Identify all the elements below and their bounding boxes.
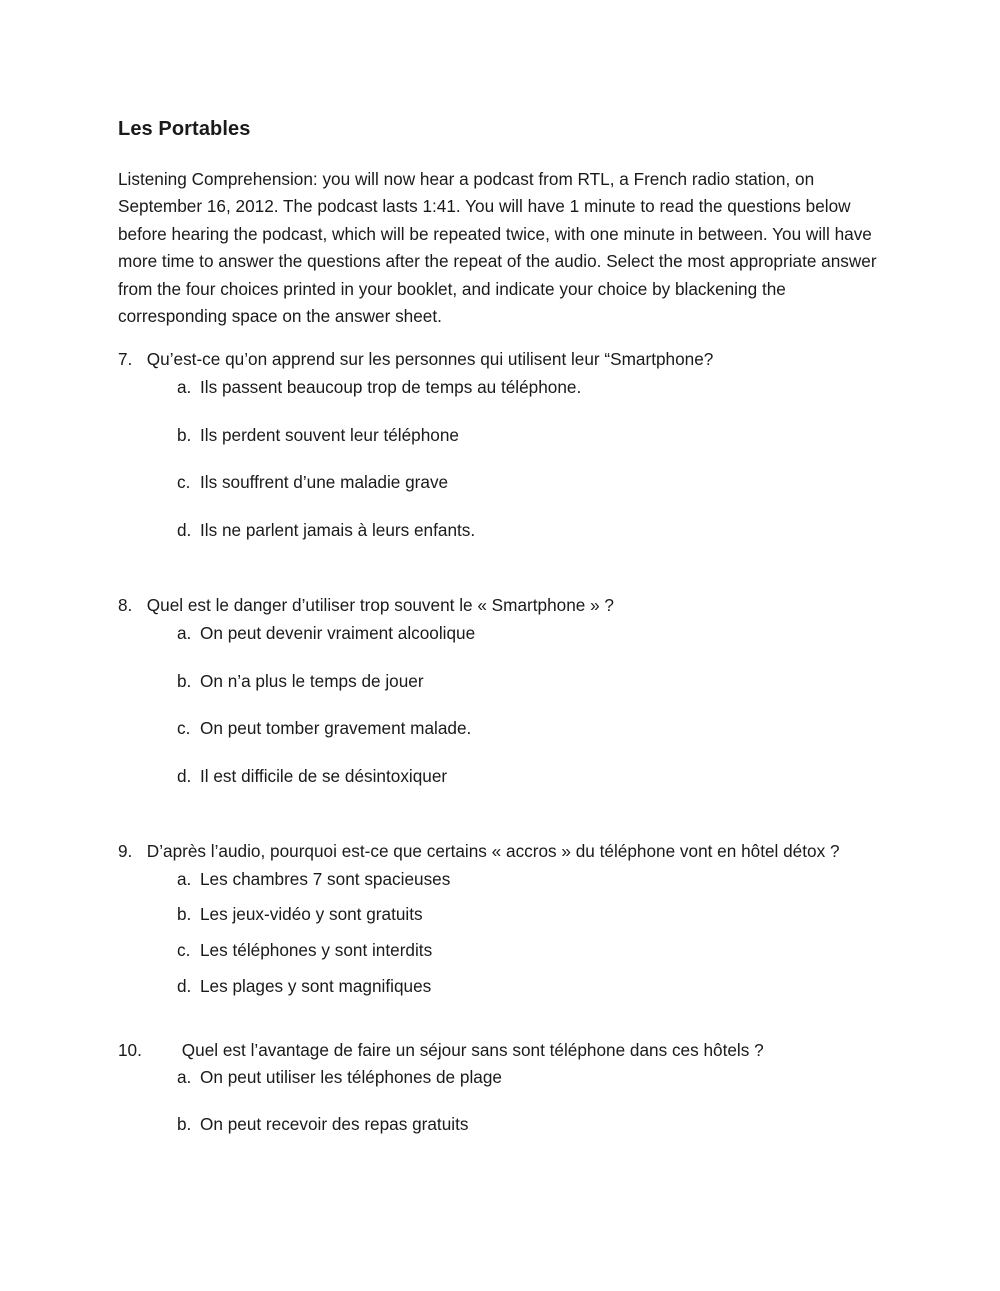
question-9-option-a <box>177 868 450 890</box>
option-text: Ils perdent souvent leur téléphone <box>200 425 459 445</box>
option-text: Les jeux-vidéo y sont gratuits <box>200 904 423 924</box>
option-text: Les chambres 7 sont spacieuses <box>200 869 451 889</box>
option-text: Les téléphones y sont interdits <box>200 940 433 960</box>
option-letter: a. <box>177 869 192 889</box>
question-number: 10. <box>118 1040 142 1060</box>
question-9-option-b <box>177 903 423 925</box>
option-letter: d. <box>177 766 192 786</box>
option-text: On peut recevoir des repas gratuits <box>200 1114 469 1134</box>
question-9-option-c <box>177 939 432 961</box>
question-7-option-b <box>177 424 459 446</box>
option-letter: b. <box>177 1114 192 1134</box>
instructions-paragraph: Listening Comprehension: you will now hear a podcast from RTL, a French radio station, on September 16, 2012. The podcast lasts 1:41. You will have 1 minute to read the questions below before hearing the podcast, which will be repeated twice, with one minute in between. You will have more time to answer the questions after the repeat of the audio. Select the most appropriate answer from the four choices printed in your booklet, and indicate your choice by blackening the corresponding space on the answer sheet. <box>118 169 877 327</box>
option-letter: c. <box>177 940 191 960</box>
option-text: Les plages y sont magnifiques <box>200 976 432 996</box>
option-letter: b. <box>177 904 192 924</box>
option-text: On n’a plus le temps de jouer <box>200 671 424 691</box>
question-7-option-d <box>177 519 475 541</box>
question-number: 9. <box>118 841 133 861</box>
option-text: On peut utiliser les téléphones de plage <box>200 1067 502 1087</box>
option-letter: b. <box>177 671 192 691</box>
option-letter: c. <box>177 718 191 738</box>
question-10-option-a <box>177 1066 502 1088</box>
page-title: Les Portables <box>118 118 251 140</box>
option-letter: a. <box>177 1067 192 1087</box>
question-10-option-b <box>177 1113 468 1135</box>
option-text: On peut tomber gravement malade. <box>200 718 472 738</box>
question-number: 7. <box>118 349 133 369</box>
question-text: D’après l’audio, pourquoi est-ce que certains « accros » du téléphone vont en hôtel détox ? <box>146 841 840 861</box>
option-text: On peut devenir vraiment alcoolique <box>200 623 476 643</box>
question-8-option-c <box>177 717 471 739</box>
question-7-option-a <box>177 376 581 398</box>
option-letter: a. <box>177 623 192 643</box>
question-8-option-b <box>177 670 424 692</box>
option-text: Ils ne parlent jamais à leurs enfants. <box>200 520 476 540</box>
option-letter: d. <box>177 520 192 540</box>
option-letter: c. <box>177 472 191 492</box>
question-7-option-c <box>177 471 448 493</box>
option-letter: a. <box>177 377 192 397</box>
question-8-option-a <box>177 622 475 644</box>
option-text: Ils souffrent d’une maladie grave <box>200 472 449 492</box>
question-text: Qu’est-ce qu’on apprend sur les personnes qui utilisent leur “Smartphone? <box>146 349 714 369</box>
option-letter: d. <box>177 976 192 996</box>
question-text: Quel est le danger d’utiliser trop souvent le « Smartphone » ? <box>146 595 614 615</box>
question-10 <box>118 1039 764 1061</box>
option-letter: b. <box>177 425 192 445</box>
question-9 <box>118 840 840 862</box>
question-7 <box>118 348 713 370</box>
question-number: 8. <box>118 595 133 615</box>
question-9-option-d <box>177 975 431 997</box>
question-8 <box>118 594 614 616</box>
question-text: Quel est l’avantage de faire un séjour sans sont téléphone dans ces hôtels ? <box>181 1040 764 1060</box>
option-text: Il est difficile de se désintoxiquer <box>200 766 448 786</box>
question-8-option-d <box>177 765 447 787</box>
option-text: Ils passent beaucoup trop de temps au téléphone. <box>200 377 582 397</box>
